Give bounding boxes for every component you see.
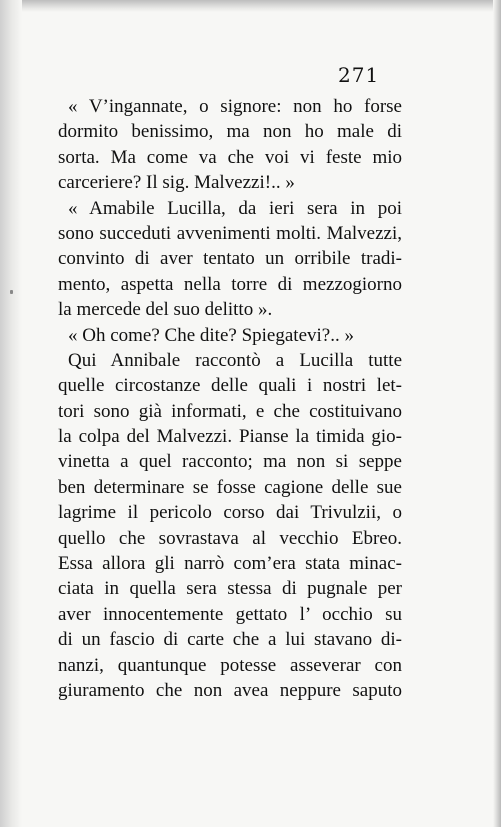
text-line: mento, aspetta nella torre di mezzogiorno	[58, 273, 402, 295]
text-line: la mercede del suo delitto ».	[58, 299, 273, 321]
text-line: « V’ingannate, o signore: non ho forse	[68, 96, 402, 117]
text-line: « Amabile Lucilla, da ieri sera in poi	[68, 197, 402, 219]
text-line: tori sono già informati, e che costituivano	[58, 400, 402, 422]
text-line: convinto di aver tentato un orribile tradi-	[58, 248, 402, 270]
text-line: quelle circostanze delle quali i nostri let-	[58, 375, 402, 397]
text-line: ben determinare se fosse cagione delle sue	[58, 476, 402, 498]
text-line: dormito benissimo, ma non ho male di	[58, 121, 402, 143]
text-line: « Oh come? Che dite? Spiegatevi?.. »	[68, 324, 354, 346]
text-line: sono succeduti avvenimenti molti. Malvezzi,	[58, 222, 402, 244]
text-line: Qui Annibale raccontò a Lucilla tutte	[68, 349, 402, 371]
page-top-edge	[0, 0, 501, 12]
text-line: lagrime il pericolo corso dai Trivulzii, o	[58, 502, 402, 524]
text-line: la colpa del Malvezzi. Pianse la timida gio-	[58, 426, 402, 448]
margin-speck	[10, 290, 13, 294]
page-number: 271	[338, 63, 380, 87]
text-line: aver innocentemente gettato l’ occhio su	[58, 603, 402, 625]
text-line: quello che sovrastava al vecchio Ebreo.	[58, 527, 402, 549]
text-line: vinetta a quel racconto; ma non si seppe	[58, 451, 402, 473]
text-line: carceriere? Il sig. Malvezzi!.. »	[58, 172, 295, 194]
text-line: nanzi, quantunque potesse asseverar con	[58, 654, 402, 676]
page-right-edge	[493, 0, 501, 827]
text-line: giuramento che non avea neppure saputo	[58, 679, 402, 701]
text-line: Essa allora gli narrò com’era stata minac-	[58, 553, 402, 575]
body-text	[58, 94, 402, 703]
text-line: di un fascio di carte che a lui stavano di-	[58, 629, 402, 651]
text-line: ciata in quella sera stessa di pugnale per	[58, 578, 402, 600]
text-line: sorta. Ma come va che voi vi feste mio	[58, 146, 402, 168]
page-gutter-shadow	[0, 0, 22, 827]
